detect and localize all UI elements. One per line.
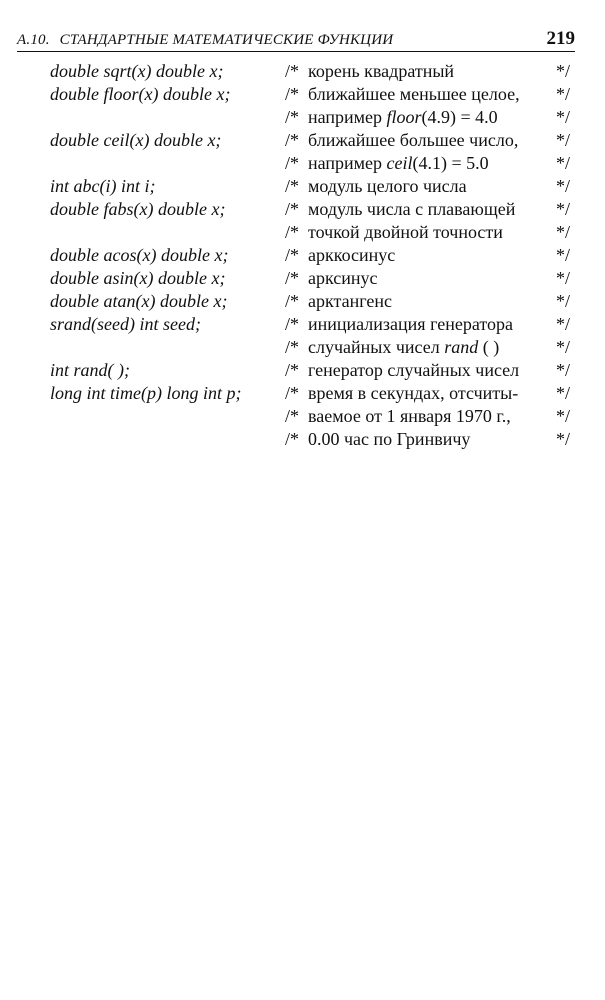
- comment-open-marker: /*: [285, 84, 300, 104]
- header-title-line: [17, 32, 393, 49]
- comment-text-segment: ваемое от 1 января 1970 г.,: [308, 406, 511, 426]
- function-declaration: double sqrt(x) double x;: [50, 61, 224, 81]
- page-number: 219: [546, 28, 575, 49]
- comment-text-segment: например: [308, 153, 387, 173]
- comment-open-marker: /*: [285, 268, 300, 288]
- function-declaration: double atan(x) double x;: [50, 291, 228, 311]
- comment-text: [308, 152, 489, 175]
- comment-text-segment: арккосинус: [308, 245, 396, 265]
- comment-close-marker: */: [555, 245, 570, 265]
- function-declaration: srand(seed) int seed;: [50, 314, 201, 334]
- comment-close-marker: */: [555, 314, 570, 334]
- comment-open-marker: /*: [285, 176, 300, 196]
- comment-text: [308, 290, 392, 313]
- comment-text: [308, 244, 395, 267]
- comment-text: [308, 129, 518, 152]
- comment-text: [308, 267, 378, 290]
- comment-text-segment: случайных чисел: [308, 337, 445, 357]
- function-entry-row: [0, 221, 605, 244]
- comment-text-segment: floor: [386, 107, 422, 127]
- function-entry-row: [0, 83, 605, 106]
- function-entry-row: [0, 244, 605, 267]
- function-entry-row: [0, 405, 605, 428]
- comment-open-marker: /*: [285, 153, 300, 173]
- comment-close-marker: */: [555, 107, 570, 127]
- function-declaration: long int time(p) long int p;: [50, 383, 242, 403]
- comment-close-marker: */: [555, 176, 570, 196]
- comment-text: [308, 221, 503, 244]
- running-header: [17, 29, 575, 52]
- comment-text-segment: ceil: [386, 153, 413, 173]
- comment-close-marker: */: [555, 383, 570, 403]
- function-entry-row: [0, 290, 605, 313]
- comment-open-marker: /*: [285, 429, 300, 449]
- comment-open-marker: /*: [285, 107, 300, 127]
- comment-text-segment: модуль числа с плавающей: [308, 199, 516, 219]
- comment-open-marker: /*: [285, 360, 300, 380]
- comment-open-marker: /*: [285, 406, 300, 426]
- function-declaration: double asin(x) double x;: [50, 268, 226, 288]
- comment-text-segment: (4.9) = 4.0: [421, 107, 498, 127]
- function-entry-row: [0, 336, 605, 359]
- comment-text-segment: например: [308, 107, 387, 127]
- function-list: [0, 60, 605, 451]
- comment-text: [308, 198, 515, 221]
- comment-text: [308, 382, 518, 405]
- comment-open-marker: /*: [285, 314, 300, 334]
- comment-text-segment: ( ): [478, 337, 500, 357]
- comment-text: [308, 405, 511, 428]
- function-entry-row: [0, 175, 605, 198]
- comment-text-segment: арктангенс: [308, 291, 392, 311]
- function-entry-row: [0, 152, 605, 175]
- function-entry-row: [0, 359, 605, 382]
- comment-text-segment: ближайшее большее число,: [308, 130, 519, 150]
- comment-text-segment: время в секундах, отсчиты-: [308, 383, 519, 403]
- function-declaration: double fabs(x) double x;: [50, 199, 226, 219]
- function-declaration: double acos(x) double x;: [50, 245, 229, 265]
- function-declaration: double floor(x) double x;: [50, 84, 231, 104]
- function-entry-row: [0, 267, 605, 290]
- comment-close-marker: */: [555, 130, 570, 150]
- function-entry-row: [0, 313, 605, 336]
- function-entry-row: [0, 428, 605, 451]
- comment-close-marker: */: [555, 61, 570, 81]
- comment-close-marker: */: [555, 429, 570, 449]
- comment-text-segment: генератор случайных чисел: [308, 360, 520, 380]
- comment-text-segment: модуль целого числа: [308, 176, 467, 196]
- comment-open-marker: /*: [285, 383, 300, 403]
- comment-open-marker: /*: [285, 337, 300, 357]
- section-number: A.10.: [17, 32, 50, 48]
- comment-text-segment: rand: [444, 337, 479, 357]
- comment-text-segment: 0.00 час по Гринвичу: [308, 429, 471, 449]
- function-declaration: int abc(i) int i;: [50, 176, 156, 196]
- comment-text: [308, 60, 454, 83]
- function-declaration: double ceil(x) double x;: [50, 130, 222, 150]
- comment-open-marker: /*: [285, 130, 300, 150]
- comment-text-segment: корень квадратный: [308, 61, 455, 81]
- comment-close-marker: */: [555, 199, 570, 219]
- comment-close-marker: */: [555, 222, 570, 242]
- section-title: СТАНДАРТНЫЕ МАТЕМАТИЧЕСКИЕ ФУНКЦИИ: [59, 32, 394, 48]
- comment-open-marker: /*: [285, 222, 300, 242]
- comment-close-marker: */: [555, 291, 570, 311]
- comment-text-segment: инициализация генератора: [308, 314, 513, 334]
- comment-open-marker: /*: [285, 291, 300, 311]
- comment-close-marker: */: [555, 268, 570, 288]
- comment-text-segment: ближайшее меньшее целое,: [308, 84, 520, 104]
- comment-text: [308, 106, 498, 129]
- comment-close-marker: */: [555, 84, 570, 104]
- function-entry-row: [0, 106, 605, 129]
- function-entry-row: [0, 129, 605, 152]
- comment-text: [308, 336, 499, 359]
- comment-open-marker: /*: [285, 199, 300, 219]
- comment-close-marker: */: [555, 360, 570, 380]
- comment-text-segment: арксинус: [308, 268, 378, 288]
- function-declaration: int rand( );: [50, 360, 130, 380]
- comment-text: [308, 428, 470, 451]
- comment-open-marker: /*: [285, 245, 300, 265]
- comment-text: [308, 359, 519, 382]
- function-entry-row: [0, 198, 605, 221]
- comment-text: [308, 313, 513, 336]
- function-entry-row: [0, 60, 605, 83]
- comment-text: [308, 83, 520, 106]
- comment-close-marker: */: [555, 153, 570, 173]
- function-entry-row: [0, 382, 605, 405]
- comment-close-marker: */: [555, 337, 570, 357]
- comment-text-segment: (4.1) = 5.0: [412, 153, 489, 173]
- comment-close-marker: */: [555, 406, 570, 426]
- comment-text: [308, 175, 467, 198]
- comment-text-segment: точкой двойной точности: [308, 222, 503, 242]
- comment-open-marker: /*: [285, 61, 300, 81]
